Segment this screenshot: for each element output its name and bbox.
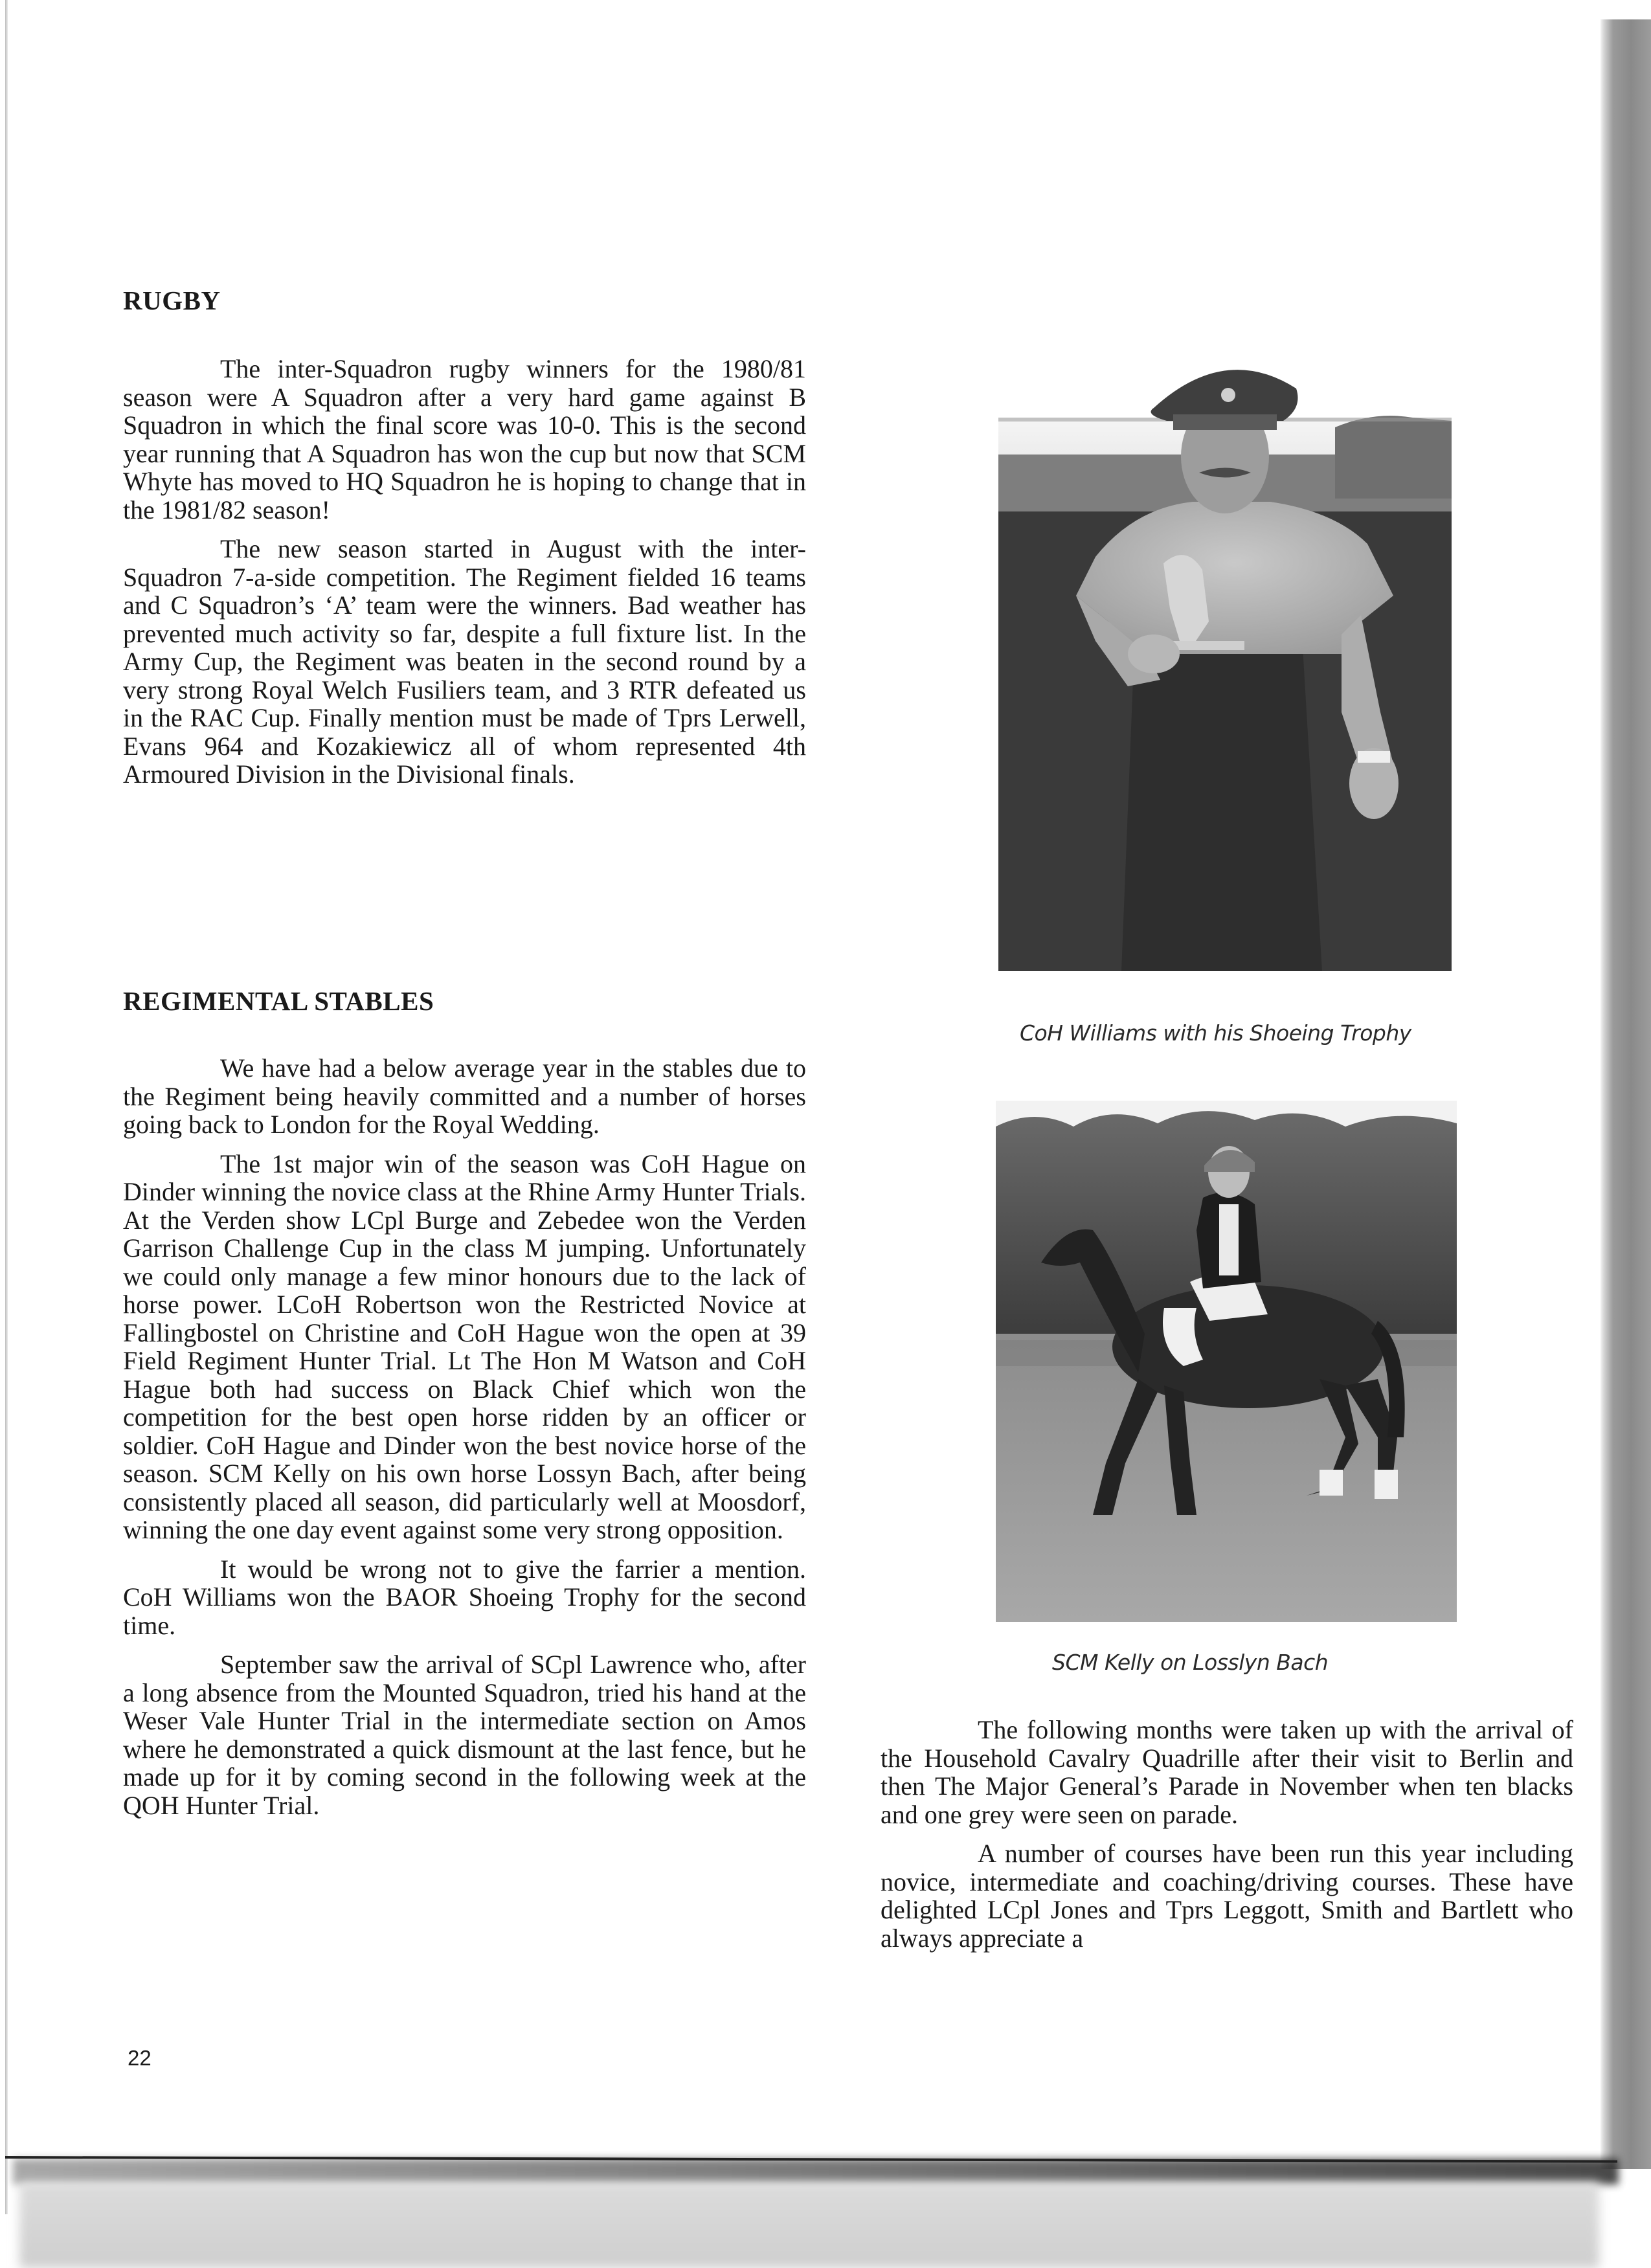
scan-bottom-shadow: [13, 2159, 1619, 2184]
paragraph: The 1st major win of the season was CoH Hague on Dinder winning the novice class at the Rhine Army Hunter Trials. At the Verden show LCpl Burge and Zebedee won the Verden Garrison Challenge Cup in the class M jumping. Unfortunately we could only manage a few minor honours due to the lack of horse power. LCoH Robertson won the Restricted Novice at Fallingbostel on Christine and CoH Hague won the open at 39 Field Regiment Hunter Trial. Lt The Hon M Watson and CoH Hague both had success on Black Chief which won the competition for the best open horse ridden by an officer or soldier. CoH Hague and Dinder won the best novice horse of the season. SCM Kelly on his own horse Lossyn Bach, after being consistently placed all season, did particularly well at Moosdorf, winning the one day event against some very strong opposition.: [123, 1149, 806, 1544]
paragraph: September saw the arrival of SCpl Lawrence who, after a long absence from the Mounted Squadron, tried his hand at the Weser Vale Hunter Trial in the intermediate section on Amos where he demonstrated a quick dismount at the last fence, but he made up for it by coming second in the following week at the QOH Hunter Trial.: [123, 1650, 806, 1820]
photo-caption: CoH Williams with his Shoeing Trophy: [1020, 1020, 1411, 1046]
stables-continued: [881, 1716, 1573, 1963]
paragraph: The following months were taken up with the arrival of the Household Cavalry Quadrille after their visit to Berlin and then The Major General’s Parade in November when ten blacks and one grey were seen on parade.: [881, 1715, 1573, 1829]
rugby-section: [123, 285, 806, 800]
scan-right-edge-shadow: [1600, 19, 1651, 2169]
photo-horse-rider: [996, 1101, 1457, 1622]
page-number: 22: [128, 2046, 152, 2070]
photo-caption: SCM Kelly on Losslyn Bach: [1052, 1650, 1329, 1675]
scan-underlying-page: [19, 2182, 1599, 2268]
trophy-photo-image: [998, 350, 1452, 971]
section-heading-rugby: RUGBY: [123, 286, 221, 315]
paragraph: The inter-Squadron rugby winners for the 1980/81 season were A Squadron after a very hard game against B Squadron in which the final score was 10-0. This is the second year running that A Squadron has won the cup but now that SCM Whyte has moved to HQ Squadron he is hoping to change that in the 1981/82 season!: [123, 354, 806, 524]
paragraph: We have had a below average year in the stables due to the Regiment being heavily committed and a number of horses going back to London for the Royal Wedding.: [123, 1053, 806, 1139]
scan-left-edge: [5, 0, 8, 2214]
paragraph: It would be wrong not to give the farrier a mention. CoH Williams won the BAOR Shoeing Trophy for the second time.: [123, 1554, 806, 1640]
stables-section: [123, 985, 806, 1830]
photo-trophy: [998, 350, 1452, 971]
paragraph: A number of courses have been run this year including novice, intermediate and coaching/driving courses. These have delighted LCpl Jones and Tprs Leggott, Smith and Bartlett who always appreciate a: [881, 1839, 1573, 1953]
section-heading-stables: REGIMENTAL STABLES: [123, 986, 434, 1016]
horse-photo-image: [996, 1101, 1457, 1622]
paragraph: The new season started in August with the inter-Squadron 7-a-side competition. The Regiment fielded 16 teams and C Squadron’s ‘A’ team were the winners. Bad weather has prevented much activity so far, despite a full fixture list. In the Army Cup, the Regiment was beaten in the second round by a very strong Royal Welch Fusiliers team, and 3 RTR defeated us in the RAC Cup. Finally mention must be made of Tprs Lerwell, Evans 964 and Kozakiewicz all of whom represented 4th Armoured Division in the Divisional finals.: [123, 534, 806, 789]
